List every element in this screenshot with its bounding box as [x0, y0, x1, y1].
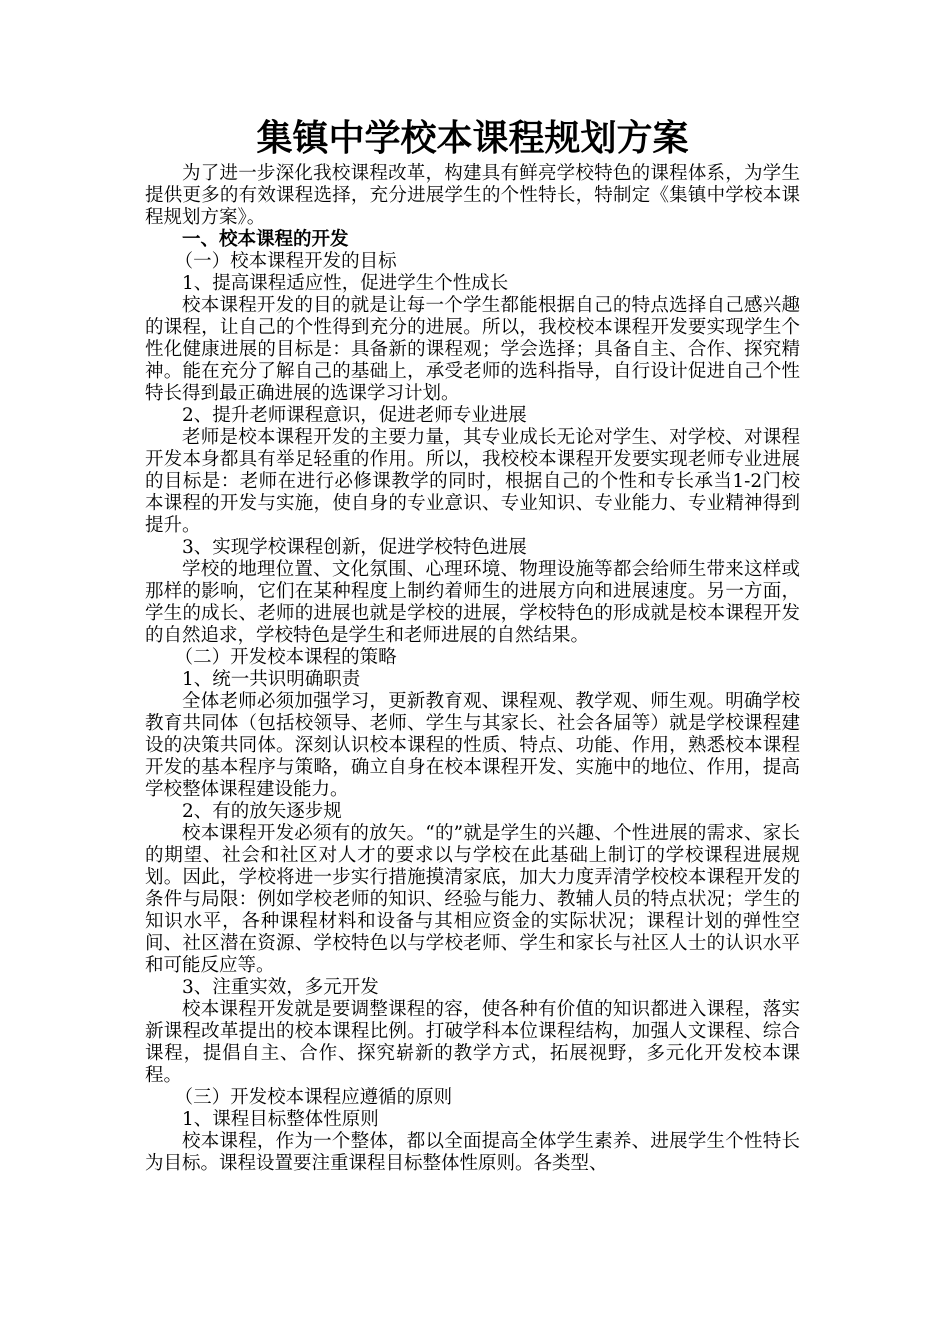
subsection-heading: （三）开发校本课程应遵循的原则 [174, 1087, 453, 1108]
item-heading: 3、实现学校课程创新，促进学校特色进展 [182, 537, 527, 558]
item-heading: 1、课程目标整体性原则 [182, 1109, 379, 1130]
body-paragraph: 校本课程开发就是要调整课程的容，使各种有价值的知识都进入课程，落实新课程改革提出的校本课程比例。打破学科本位课程结构，加强人文课程、综合课程，提倡自主、合作、探究崭新的教学方式，拓展视野，多元化开发校本课程。 [145, 999, 800, 1086]
item-heading: 1、统一共识明确职责 [182, 669, 361, 690]
body-paragraph: 学校的地理位置、文化氛围、心理环境、物理设施等都会给师生带来这样或那样的影响，它们在某种程度上制约着师生的进展方向和进展速度。另一方面，学生的成长、老师的进展也就是学校的进展，学校特色的形成就是校本课程开发的自然追求，学校特色是学生和老师进展的自然结果。 [145, 559, 800, 646]
item-heading: 1、提高课程适应性，促进学生个性成长 [182, 273, 509, 294]
document-body [145, 163, 800, 1175]
section-heading: 一、校本课程的开发 [182, 229, 349, 250]
subsection-heading: （二）开发校本课程的策略 [174, 647, 397, 668]
document-page [145, 115, 800, 1175]
body-paragraph: 老师是校本课程开发的主要力量，其专业成长无论对学生、对学校、对课程开发本身都具有举足轻重的作用。所以，我校校本课程开发要实现老师专业进展的目标是：老师在进行必修课教学的同时，根据自己的个性和专长承当1-2门校本课程的开发与实施，使自身的专业意识、专业知识、专业能力、专业精神得到提升。 [145, 427, 800, 536]
body-paragraph: 校本课程，作为一个整体，都以全面提高全体学生素养、进展学生个性特长为目标。课程设置要注重课程目标整体性原则。各类型、 [145, 1131, 800, 1174]
body-paragraph: 校本课程开发必须有的放矢。“的”就是学生的兴趣、个性进展的需求、家长的期望、社会和社区对人才的要求以与学校在此基础上制订的学校课程进展规划。因此，学校将进一步实行措施摸清家底，加大力度弄清学校校本课程开发的条件与局限：例如学校老师的知识、经验与能力、教辅人员的特点状况；学生的知识水平，各种课程材料和设备与其相应资金的实际状况；课程计划的弹性空间、社区潜在资源、学校特色以与学校老师、学生和家长与社区人士的认识水平和可能反应等。 [145, 823, 800, 976]
item-heading: 2、有的放矢逐步规 [182, 801, 342, 822]
body-paragraph: 校本课程开发的目的就是让每一个学生都能根据自己的特点选择自己感兴趣的课程，让自己的个性得到充分的进展。所以，我校校本课程开发要实现学生个性化健康进展的目标是：具备新的课程观；学会选择；具备自主、合作、探究精神。能在充分了解自己的基础上，承受老师的选科指导，自行设计促进自己个性特长得到最正确进展的选课学习计划。 [145, 295, 800, 404]
item-heading: 2、提升老师课程意识，促进老师专业进展 [182, 405, 527, 426]
body-paragraph: 全体老师必须加强学习，更新教育观、课程观、教学观、师生观。明确学校教育共同体（包括校领导、老师、学生与其家长、社会各届等）就是学校课程建设的决策共同体。深刻认识校本课程的性质、特点、功能、作用，熟悉校本课程开发的基本程序与策略，确立自身在校本课程开发、实施中的地位、作用，提高学校整体课程建设能力。 [145, 691, 800, 800]
subsection-heading: （一）校本课程开发的目标 [174, 251, 397, 272]
document-title: 集镇中学校本课程规划方案 [256, 117, 689, 159]
body-paragraph: 为了进一步深化我校课程改革，构建具有鲜亮学校特色的课程体系，为学生提供更多的有效课程选择，充分进展学生的个性特长，特制定《集镇中学校本课程规划方案》。 [145, 163, 800, 228]
item-heading: 3、注重实效，多元开发 [182, 977, 379, 998]
